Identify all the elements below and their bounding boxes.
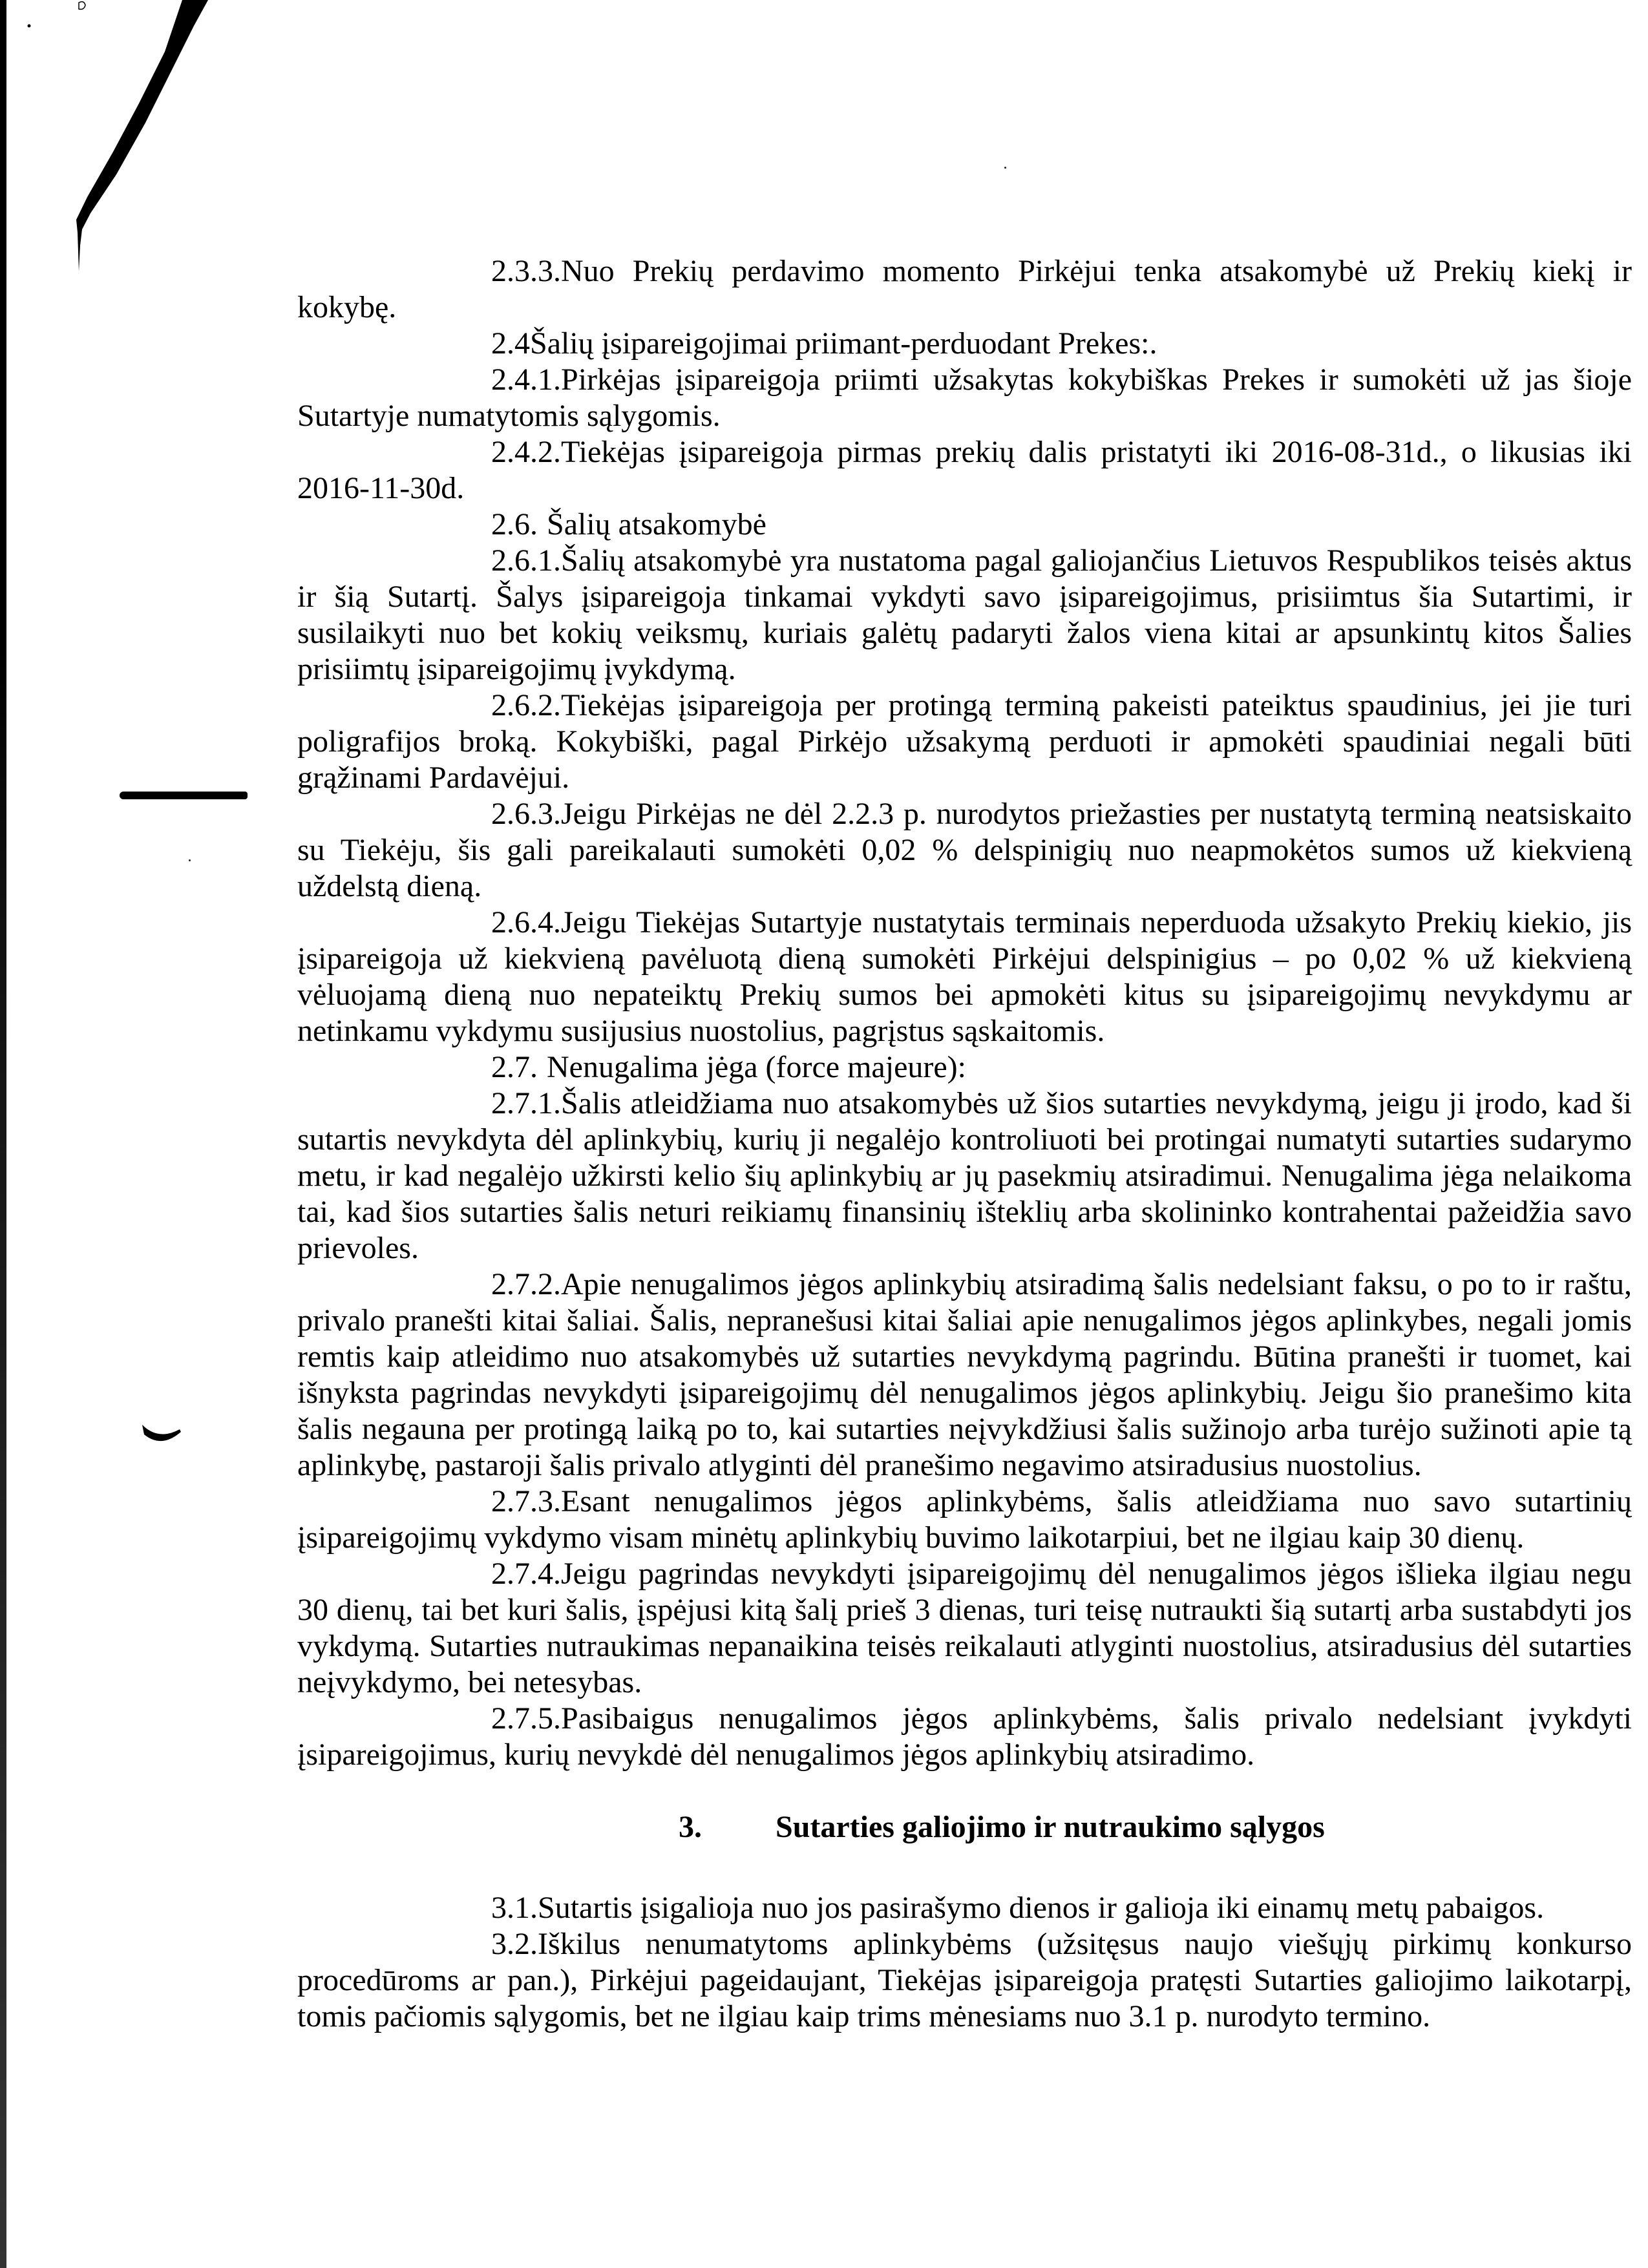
- clause-number: 2.7.5.: [491, 1701, 561, 1736]
- clause-paragraph: [297, 1890, 1632, 1926]
- clause-text: Apie nenugalimos jėgos aplinkybių atsiradimą šalis nedelsiant faksu, o po to ir raštu, privalo pranešti kitai šaliai. Šalis, nepranešusi kitai šaliai apie nenugalimos jėgos aplinkybes, negali jomis remtis kaip atleidimo nuo atsakomybės už sutarties nevykdymą pagrindu. Būtina pranešti ir tuomet, kai išnyksta pagrindas nevykdyti įsipareigojimų dėl nenugalimos jėgos aplinkybių. Jeigu šio pranešimo kita šalis negauna per protingą laiką po to, kai sutarties neįvykdžiusi šalis sužinojo arba turėjo sužinoti apie tą aplinkybę, pastaroji šalis privalo atlyginti dėl pranešimo negavimo atsiradusius nuostolius.: [297, 1267, 1632, 1482]
- clause-number: 2.7.3.: [491, 1484, 561, 1518]
- clause-number: 2.6.2.: [491, 688, 561, 722]
- clause-text: Jeigu pagrindas nevykdyti įsipareigojimų dėl nenugalimos jėgos išlieka ilgiau negu 30 dienų, tai bet kuri šalis, įspėjusi kitą šalį prieš 3 dienas, turi teisę nutraukti šią sutartį arba sustabdyti jos vykdymą. Sutarties nutraukimas nepanaikina teisės reikalauti atlyginti nuostolius, atsiradusius dėl sutarties neįvykdymo, bei netesybas.: [297, 1557, 1632, 1699]
- section-2-body: [297, 253, 1632, 1773]
- clause-paragraph: [297, 1086, 1632, 1266]
- clause-number: 2.6.: [491, 507, 538, 541]
- curved-mark: [139, 1422, 184, 1451]
- clause-number: 2.4.1.: [491, 362, 561, 397]
- clause-number: 3.2.: [491, 1927, 538, 1961]
- clause-paragraph: [297, 796, 1632, 905]
- clause-paragraph: [297, 1484, 1632, 1556]
- clause-number: 2.7.1.: [491, 1086, 561, 1120]
- clause-number: 2.7.: [491, 1050, 538, 1084]
- clause-number: 2.7.4.: [491, 1557, 561, 1591]
- clause-number: 2.3.3.: [491, 254, 561, 288]
- clause-text: Šalių atsakomybė: [547, 507, 766, 541]
- section-3-number: 3.: [679, 1810, 702, 1844]
- clause-text: Jeigu Pirkėjas ne dėl 2.2.3 p. nurodytos priežasties per nustatytą terminą neatsiskaito su Tiekėju, šis gali pareikalauti sumokėti 0,02 % delspinigių nuo neapmokėtos sumos už kiekvieną uždelstą dieną.: [297, 797, 1632, 903]
- clause-text: Šalių įsipareigojimai priimant-perduodant Prekes:.: [530, 326, 1157, 361]
- clause-text: Sutartis įsigalioja nuo jos pasirašymo dienos ir galioja iki einamų metų pabaigos.: [538, 1891, 1545, 1925]
- diagonal-streak-mark: [0, 0, 291, 323]
- clause-text: Pasibaigus nenugalimos jėgos aplinkybėms, šalis privalo nedelsiant įvykdyti įsipareigojimus, kurių nevykdė dėl nenugalimos jėgos aplinkybių atsiradimo.: [297, 1701, 1632, 1772]
- clause-text: Tiekėjas įsipareigoja pirmas prekių dalis pristatyti iki 2016-08-31d., o likusias iki 2016-11-30d.: [297, 435, 1632, 505]
- clause-paragraph: [297, 434, 1632, 507]
- clause-number: 2.4.2.: [491, 435, 561, 469]
- clause-text: Nenugalima jėga (force majeure):: [547, 1050, 966, 1084]
- clause-paragraph: [297, 1926, 1632, 2035]
- clause-text: Esant nenugalimos jėgos aplinkybėms, šalis atleidžiama nuo savo sutartinių įsipareigojimų vykdymo visam minėtų aplinkybių buvimo laikotarpiui, bet ne ilgiau kaip 30 dienų.: [297, 1484, 1632, 1555]
- scan-edge-shadow: [0, 0, 6, 2268]
- clause-paragraph: [297, 1049, 1632, 1086]
- clause-paragraph: [297, 688, 1632, 796]
- clause-paragraph: [297, 253, 1632, 326]
- clause-paragraph: [297, 507, 1632, 543]
- clause-text: Iškilus nenumatytoms aplinkybėms (užsitęsus naujo viešųjų pirkimų konkurso procedūroms ar pan.), Pirkėjui pageidaujant, Tiekėjas įsipareigoja pratęsti Sutarties galiojimo laikotarpį, tomis pačiomis sąlygomis, bet ne ilgiau kaip trims mėnesiams nuo 3.1 p. nurodyto termino.: [297, 1927, 1632, 2033]
- speck: [1004, 167, 1006, 169]
- clause-paragraph: [297, 543, 1632, 688]
- clause-paragraph: [297, 1556, 1632, 1701]
- clause-text: Šalis atleidžiama nuo atsakomybės už šios sutarties nevykdymą, jeigu ji įrodo, kad ši sutartis nevykdyta dėl aplinkybių, kurių ji negalėjo kontroliuoti bei protingai numatyti sutarties sudarymo metu, ir kad negalėjo užkirsti kelio šių aplinkybių ar jų pasekmių atsiradimui. Nenugalima jėga nelaikoma tai, kad šios sutarties šalis neturi reikiamų finansinių išteklių arba skolininko kontrahentai pažeidžia savo prievoles.: [297, 1086, 1632, 1265]
- section-3-heading: [679, 1809, 1325, 1845]
- section-3-title: Sutarties galiojimo ir nutraukimo sąlygos: [776, 1810, 1325, 1844]
- clause-number: 3.1.: [491, 1891, 538, 1925]
- clause-text: Nuo Prekių perdavimo momento Pirkėjui tenka atsakomybė už Prekių kiekį ir kokybę.: [297, 254, 1632, 324]
- clause-paragraph: [297, 362, 1632, 434]
- section-3-body: [297, 1890, 1632, 2035]
- clause-number: 2.6.1.: [491, 543, 561, 578]
- clause-number: 2.6.3.: [491, 797, 561, 831]
- clause-paragraph: [297, 1266, 1632, 1484]
- clause-number: 2.7.2.: [491, 1267, 561, 1301]
- clause-number: 2.4: [491, 326, 530, 361]
- clause-text: Pirkėjas įsipareigoja priimti užsakytas kokybiškas Prekes ir sumokėti už jas šioje Sutartyje numatytomis sąlygomis.: [297, 362, 1632, 433]
- clause-text: Šalių atsakomybė yra nustatoma pagal galiojančius Lietuvos Respublikos teisės aktus ir šią Sutartį. Šalys įsipareigoja tinkamai vykdyti savo įsipareigojimus, prisiimtus šia Sutartimi, ir susilaikyti nuo bet kokių veiksmų, kuriais galėtų padaryti žalos viena kitai ar apsunkintų kitos Šalies prisiimtų įsipareigojimų įvykdymą.: [297, 543, 1632, 686]
- clause-number: 2.6.4.: [491, 905, 561, 940]
- clause-paragraph: [297, 326, 1632, 362]
- clause-text: Jeigu Tiekėjas Sutartyje nustatytais terminais neperduoda užsakyto Prekių kiekio, jis įsipareigoja už kiekvieną pavėluotą dieną sumokėti Pirkėjui delspinigius – po 0,02 % už kiekvieną vėluojamą dieną nuo nepateiktų Prekių sumos bei apmokėti kitus su įsipareigojimų nevykdymu ar netinkamu vykdymu susijusius nuostolius, pagrįstus sąskaitomis.: [297, 905, 1632, 1048]
- clause-text: Tiekėjas įsipareigoja per protingą terminą pakeisti pateiktus spaudinius, jei jie turi poligrafijos broką. Kokybiški, pagal Pirkėjo užsakymą perduoti ir apmokėti spaudiniai negali būti grąžinami Pardavėjui.: [297, 688, 1632, 795]
- horizontal-dash-mark: [120, 792, 248, 799]
- speck: [189, 859, 191, 861]
- clause-paragraph: [297, 1701, 1632, 1773]
- clause-paragraph: [297, 905, 1632, 1049]
